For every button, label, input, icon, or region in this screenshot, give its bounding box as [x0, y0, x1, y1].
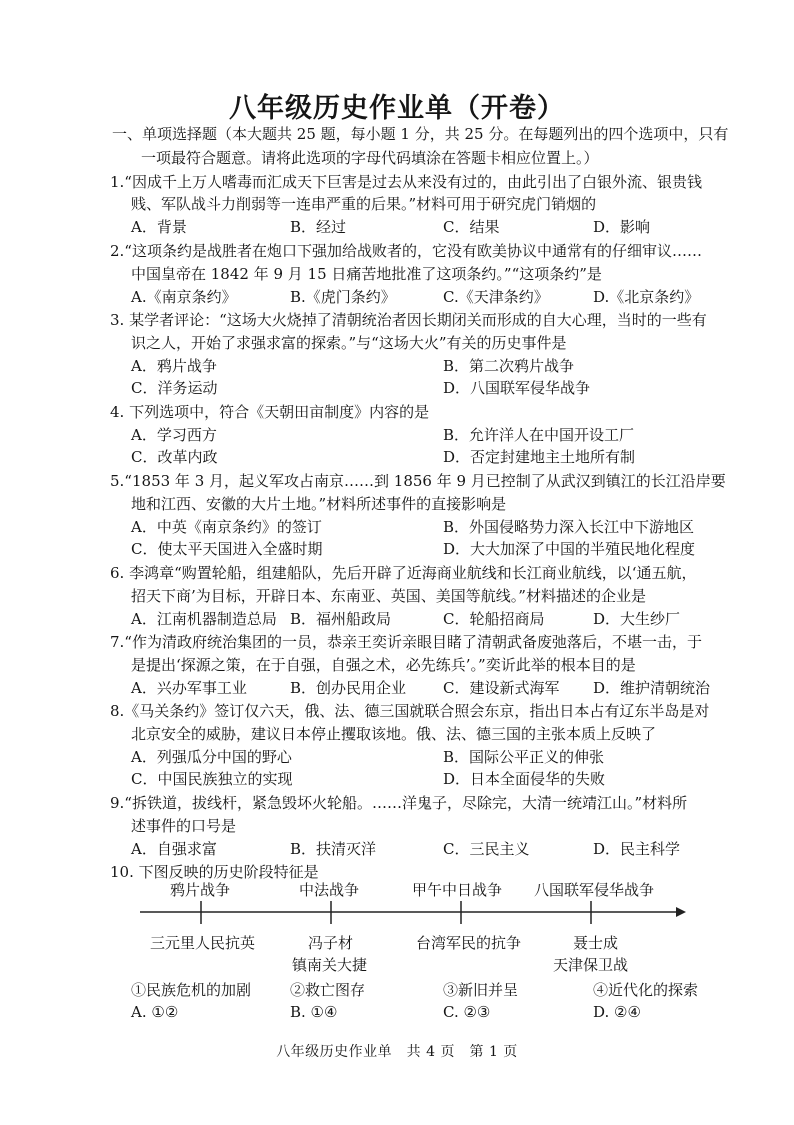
question-3-option-a[interactable]: A．鸦片战争	[131, 357, 217, 375]
timeline-sub-nie-shicheng: 聂士成	[573, 934, 619, 952]
timeline-event-eight-nation-war: 八国联军侵华战争	[534, 881, 655, 899]
question-6-option-a[interactable]: A．江南机器制造总局	[131, 610, 277, 628]
section-instructions-line2: 一项最符合题意。请将此选项的字母代码填涂在答题卡相应位置上。）	[141, 149, 599, 167]
question-6-line1: 6. 李鸿章“购置轮船，组建船队，先后开辟了近海商业航线和长江商业航线，以‘通五航，	[110, 564, 697, 582]
question-10-option-b[interactable]: B. ①④	[290, 1003, 338, 1021]
timeline-sub-taiwan: 台湾军民的抗争	[416, 934, 522, 952]
question-2-option-d[interactable]: D.《北京条约》	[593, 288, 700, 306]
timeline-event-sino-japanese-war: 甲午中日战争	[412, 881, 503, 899]
page-title: 八年级历史作业单（开卷）	[229, 93, 565, 124]
question-1-option-a[interactable]: A．背景	[131, 218, 187, 236]
question-2-option-c[interactable]: C.《天津条约》	[443, 288, 549, 306]
question-1-option-c[interactable]: C．结果	[443, 218, 500, 236]
timeline-sub-zhennanguan: 镇南关大捷	[292, 956, 368, 974]
question-1-option-b[interactable]: B．经过	[290, 218, 347, 236]
question-9-option-b[interactable]: B．扶清灭洋	[290, 840, 377, 858]
question-5-option-a[interactable]: A．中英《南京条约》的签订	[131, 518, 322, 536]
question-8-option-a[interactable]: A．列强瓜分中国的野心	[131, 748, 292, 766]
question-4-option-c[interactable]: C．改革内政	[131, 448, 218, 466]
question-6-line2: 招天下商’为目标，开辟日本、东南亚、英国、美国等航线。”材料描述的企业是	[131, 587, 646, 605]
question-5-line1: 5.“1853 年 3 月，起义军攻占南京……到 1856 年 9 月已控制了从武汉到镇江的长江沿岸要	[110, 472, 726, 490]
question-4-option-d[interactable]: D．否定封建地主土地所有制	[443, 448, 636, 466]
question-3-option-d[interactable]: D．八国联军侵华战争	[443, 379, 591, 397]
question-7-line1: 7.“作为清政府统治集团的一员，恭亲王奕䜣亲眼目睹了清朝武备废弛落后，不堪一击，于	[110, 633, 702, 651]
question-10-option-d[interactable]: D. ②④	[593, 1003, 641, 1021]
question-2-line2: 中国皇帝在 1842 年 9 月 15 日痛苦地批准了这项条约。”“这项条约”是	[131, 265, 602, 283]
question-7-option-d[interactable]: D．维护清朝统治	[593, 679, 711, 697]
question-1-line1: 1.“因成千上万人嗜毒而汇成天下巨害是过去从来没有过的，由此引出了白银外流、银贵钱	[110, 173, 702, 191]
question-2-line1: 2.“这项条约是战胜者在炮口下强加给战败者的，它没有欧美协议中通常有的仔细审议……	[110, 242, 702, 260]
question-6-option-b[interactable]: B．福州船政局	[290, 610, 392, 628]
question-4-option-a[interactable]: A．学习西方	[131, 426, 217, 444]
question-1-line2: 贱、军队战斗力削弱等一连串严重的后果。”材料可用于研究虎门销烟的	[131, 195, 597, 213]
question-9-line1: 9.“拆铁道，拔线杆，紧急毁坏火轮船。……洋鬼子，尽除完，大清一统靖江山。”材料所	[110, 794, 688, 812]
question-3-option-b[interactable]: B．第二次鸦片战争	[443, 357, 575, 375]
question-9-option-d[interactable]: D．民主科学	[593, 840, 681, 858]
question-5-option-b[interactable]: B．外国侵略势力深入长江中下游地区	[443, 518, 695, 536]
question-7-option-b[interactable]: B．创办民用企业	[290, 679, 407, 697]
question-2-option-a[interactable]: A.《南京条约》	[131, 288, 237, 306]
question-5-option-d[interactable]: D．大大加深了中国的半殖民地化程度	[443, 540, 696, 558]
question-5-line2: 地和江西、安徽的大片土地。”材料所述事件的直接影响是	[131, 495, 507, 513]
section-instructions-line1: 一、单项选择题（本大题共 25 题，每小题 1 分，共 25 分。在每题列出的四个选项中，只有	[112, 125, 729, 143]
statement-4: ④近代化的探索	[593, 981, 699, 999]
timeline-sub-tianjin: 天津保卫战	[553, 956, 629, 974]
page-footer: 八年级历史作业单 共 4 页 第 1 页	[276, 1044, 518, 1060]
question-7-option-c[interactable]: C．建设新式海军	[443, 679, 560, 697]
question-9-option-a[interactable]: A．自强求富	[131, 840, 217, 858]
question-10-line1: 10. 下图反映的历史阶段特征是	[110, 863, 319, 881]
question-6-option-d[interactable]: D．大生纱厂	[593, 610, 681, 628]
statement-2: ②救亡图存	[290, 981, 366, 999]
timeline-event-sino-french-war: 中法战争	[299, 881, 360, 899]
question-1-option-d[interactable]: D．影响	[593, 218, 651, 236]
statement-3: ③新旧并呈	[443, 981, 519, 999]
question-3-line1: 3. 某学者评论：“这场大火烧掉了清朝统治者因长期闭关而形成的自大心理，当时的一些有	[110, 311, 707, 329]
question-7-option-a[interactable]: A．兴办军事工业	[131, 679, 247, 697]
question-3-option-c[interactable]: C．洋务运动	[131, 379, 218, 397]
question-3-line2: 识之人，开始了求强求富的探索。”与“这场大火”有关的历史事件是	[131, 334, 567, 352]
question-10-option-a[interactable]: A. ①②	[131, 1003, 179, 1021]
timeline-sub-sanyuanli: 三元里人民抗英	[150, 934, 256, 952]
question-6-option-c[interactable]: C．轮船招商局	[443, 610, 545, 628]
question-4-option-b[interactable]: B．允许洋人在中国开设工厂	[443, 426, 635, 444]
question-2-option-b[interactable]: B.《虎门条约》	[290, 288, 396, 306]
question-5-option-c[interactable]: C．使太平天国进入全盛时期	[131, 540, 323, 558]
question-7-line2: 是提出‘探源之策，在于自强，自强之术，必先练兵’。”奕䜣此举的根本目的是	[131, 656, 636, 674]
timeline-arrow-icon	[676, 907, 686, 917]
statement-1: ①民族危机的加剧	[131, 981, 252, 999]
question-4-line1: 4. 下列选项中，符合《天朝田亩制度》内容的是	[110, 403, 430, 421]
question-8-option-b[interactable]: B．国际公平正义的伸张	[443, 748, 605, 766]
timeline-event-opium-war: 鸦片战争	[170, 881, 231, 899]
question-9-option-c[interactable]: C．三民主义	[443, 840, 530, 858]
timeline-sub-feng-zicai: 冯子材	[308, 934, 354, 952]
question-8-line2: 北京安全的威胁，建议日本停止攫取该地。俄、法、德三国的主张本质上反映了	[131, 725, 657, 743]
question-8-option-d[interactable]: D．日本全面侵华的失败	[443, 770, 606, 788]
timeline-axis	[0, 896, 794, 932]
question-8-line1: 8.《马关条约》签订仅六天，俄、法、德三国就联合照会东京，指出日本占有辽东半岛是对	[110, 702, 710, 720]
question-9-line2: 述事件的口号是	[131, 817, 237, 835]
question-10-option-c[interactable]: C. ②③	[443, 1003, 491, 1021]
question-8-option-c[interactable]: C．中国民族独立的实现	[131, 770, 293, 788]
